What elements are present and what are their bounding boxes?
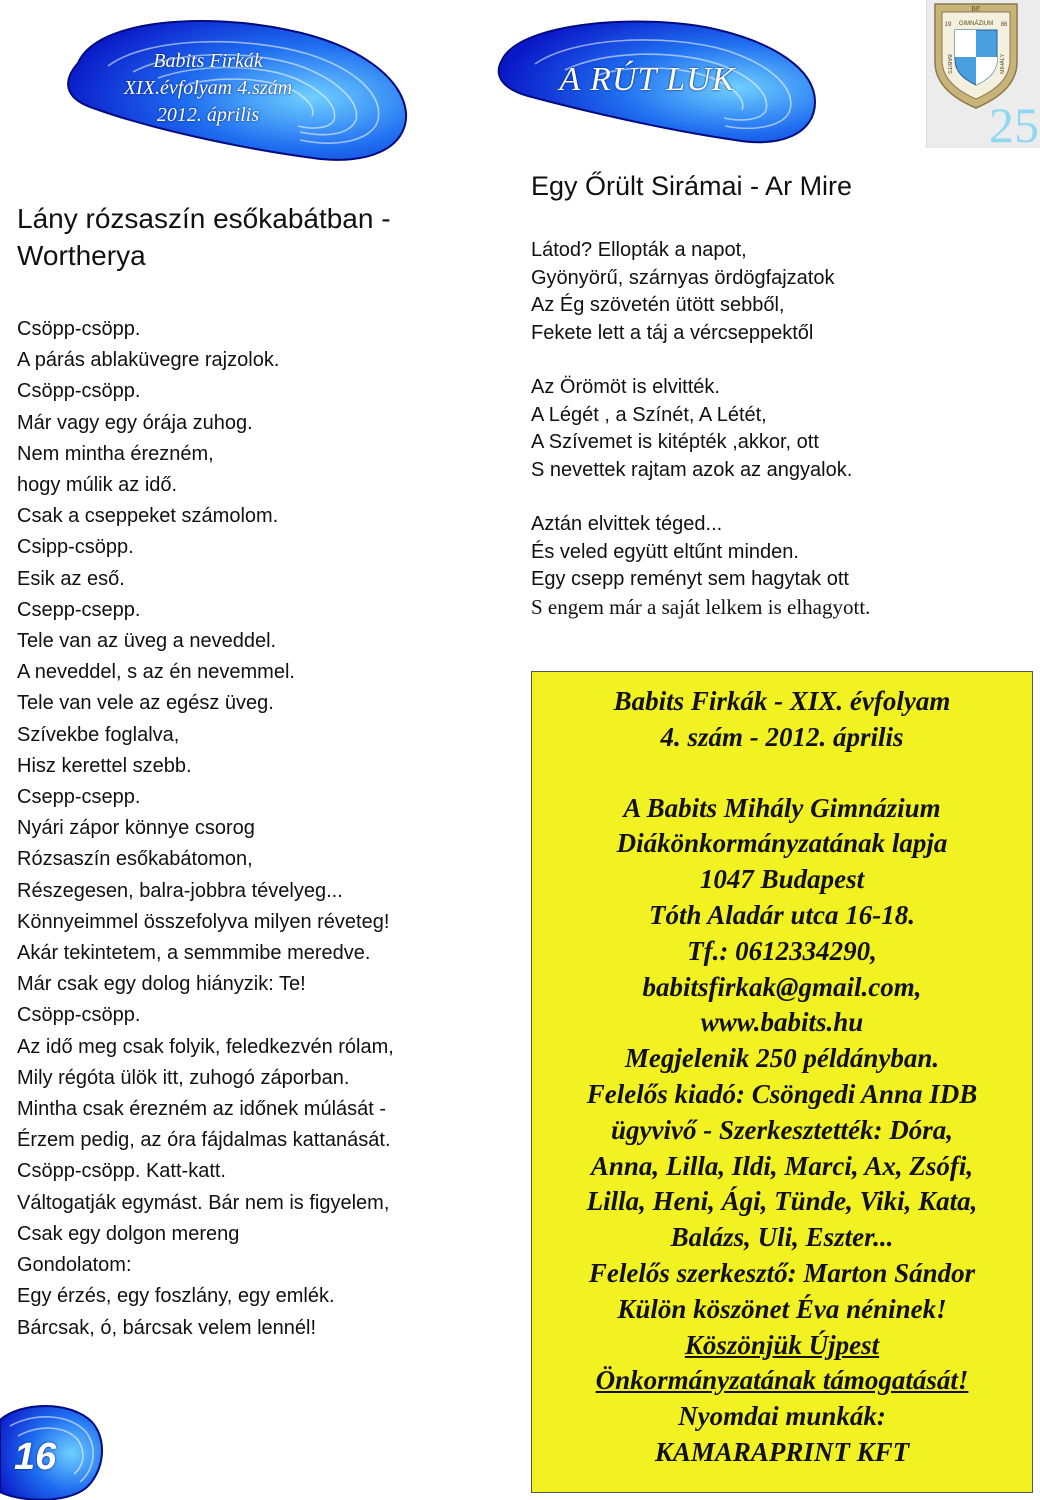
imprint-line: A Babits Mihály Gimnázium [623, 792, 941, 823]
right-poem-body [531, 237, 1031, 621]
left-poem-line: Már csak egy dolog hiányzik: Te! [17, 973, 306, 996]
imprint-line: www.babits.hu [700, 1007, 864, 1038]
imprint-line: ügyvivő - Szerkesztették: Dóra, [611, 1114, 953, 1145]
imprint-printer-line: Nyomdai munkák: [678, 1401, 886, 1432]
left-poem-line: Tele van az üveg a neveddel. [17, 630, 277, 653]
logo-text-year-left: 19 [944, 22, 952, 28]
imprint-line: Külön köszönet Éva néninek! [617, 1293, 947, 1324]
logo-text-left: BABITS [946, 54, 952, 74]
left-poem-line: Hisz kerettel szebb. [17, 754, 192, 777]
imprint-line: 1047 Budapest [699, 864, 865, 895]
left-poem-line: Bárcsak, ó, bárcsak velem lennél! [17, 1316, 317, 1339]
imprint-spacer [532, 756, 1032, 791]
logo-text-bp: BP. [971, 5, 981, 13]
right-poem-line: És veled együtt eltűnt minden. [531, 540, 799, 563]
right-poem-line: A Légét , a Színét, A Létét, [531, 403, 767, 426]
left-poem-line: Csipp-csöpp. [17, 536, 134, 559]
left-poem-line: Már vagy egy órája zuhog. [17, 411, 253, 434]
right-poem-line: Fekete lett a táj a vércseppektől [531, 321, 814, 344]
left-poem-line: Gondolatom: [17, 1254, 132, 1277]
left-poem-line: Csöpp-csöpp. [17, 318, 141, 340]
imprint-line: Felelős kiadó: Csöngedi Anna IDB [586, 1078, 978, 1109]
left-poem-line: Mintha csak érezném az időnek múlását - [17, 1098, 387, 1121]
imprint-line: Diákönkormányzatának lapja [616, 828, 948, 859]
logo-anniversary-number: 25 [989, 97, 1039, 153]
imprint-line: Felelős szerkesztő: Marton Sándor [588, 1257, 976, 1288]
left-poem-line: Szívekbe foglalva, [17, 723, 180, 746]
right-poem-line: S nevettek rajtam azok az angyalok. [531, 458, 853, 481]
left-poem-line: Könnyeimmel összefolyva milyen réveteg! [17, 910, 390, 933]
right-poem-line: Látod? Ellopták a napot, [531, 239, 747, 261]
logo-text-year-right: 86 [1000, 22, 1008, 28]
section-title-badge [490, 10, 825, 150]
imprint-body [532, 791, 1032, 1328]
right-poem-line: Az Örömöt is elvitték. [531, 376, 720, 398]
left-poem-line: Részegesen, balra-jobbra tévelyeg... [17, 879, 343, 902]
imprint-printer-line: KAMARAPRINT KFT [654, 1436, 910, 1467]
right-poem-line: Gyönyörű, szárnyas ördögfajzatok [531, 266, 835, 289]
left-poem-line: Váltogatják egymást. Bár nem is figyelem, [17, 1191, 390, 1214]
imprint-line: babitsfirkak@gmail.com, [642, 971, 922, 1002]
left-poem-line: Tele van vele az egész üveg. [17, 692, 274, 715]
right-poem-stanza [531, 237, 1031, 347]
imprint-heading [532, 684, 1032, 756]
left-poem-line: Nyári zápor könnye csorog [17, 817, 255, 840]
page-number-badge [0, 1400, 108, 1500]
left-poem-title-line-2: Wortherya [17, 240, 146, 271]
imprint-line: Balázs, Uli, Eszter... [670, 1222, 894, 1253]
left-poem-line: Az idő meg csak folyik, feledkezvén rólam, [17, 1035, 394, 1058]
issue-badge-line-2: XIX.évfolyam 4.szám [123, 76, 293, 99]
left-poem-line: Csöpp-csöpp. Katt-katt. [17, 1160, 226, 1183]
left-poem-line: Egy érzés, egy foszlány, egy emlék. [17, 1285, 335, 1308]
left-poem-line: Csöpp-csöpp. [17, 1004, 141, 1027]
imprint-line: Anna, Lilla, Ildi, Marci, Ax, Zsófi, [590, 1150, 974, 1181]
imprint-heading-line: 4. szám - 2012. április [660, 721, 904, 752]
logo-text-right: MIHÁLY [1000, 53, 1006, 75]
right-poem [531, 168, 1031, 648]
issue-badge-line-3: 2012. április [156, 103, 260, 126]
left-poem-line: Esik az eső. [17, 567, 125, 590]
right-poem-line: S engem már a saját lelkem is elhagyott. [531, 594, 871, 619]
left-poem-line: Csak a cseppeket számolom. [17, 505, 279, 528]
imprint-box [531, 671, 1033, 1493]
school-logo [926, 0, 1040, 153]
logo-text-gym: GIMNÁZIUM [958, 21, 994, 27]
left-poem-line: A neveddel, s az én nevemmel. [17, 661, 295, 684]
left-poem-line: Csak egy dolgon mereng [17, 1222, 240, 1245]
imprint-line: Tf.: 0612334290, [687, 935, 877, 966]
imprint-line: Lilla, Heni, Ági, Tünde, Viki, Kata, [586, 1186, 978, 1217]
right-poem-stanza [531, 374, 1031, 484]
left-poem-line: Rózsaszín esőkabátomon, [17, 848, 253, 871]
right-poem-line: Aztán elvittek téged... [531, 513, 723, 535]
left-poem-line: Nem mintha érezném, [17, 442, 214, 465]
section-title: A RÚT LUK [559, 61, 736, 98]
left-poem-title-line-1: Lány rózsaszín esőkabátban - [17, 203, 391, 234]
imprint-line: Megjelenik 250 példányban. [624, 1043, 940, 1074]
right-poem-title: Egy Őrült Sirámai - Ar Mire [531, 171, 853, 201]
left-poem-line: Csepp-csepp. [17, 786, 141, 809]
left-poem [17, 200, 517, 1344]
imprint-line: Tóth Aladár utca 16-18. [648, 899, 916, 930]
right-poem-stanza [531, 511, 1031, 621]
page-number: 16 [14, 1435, 57, 1478]
left-poem-line: Csöpp-csöpp. [17, 380, 141, 403]
left-poem-line: hogy múlik az idő. [17, 474, 178, 497]
left-poem-line: Csepp-csepp. [17, 598, 141, 621]
imprint-thanks [532, 1328, 1032, 1400]
left-poem-line: Érzem pedig, az óra fájdalmas kattanását. [17, 1129, 391, 1152]
left-poem-line: A párás ablaküvegre rajzolok. [17, 349, 280, 372]
left-poem-line: Akár tekintetem, a semmmibe meredve. [17, 942, 371, 965]
imprint-thanks-line: Köszönjük Újpest [684, 1329, 880, 1360]
imprint-thanks-line: Önkormányzatának támogatását! [595, 1365, 969, 1396]
right-poem-line: Egy csepp reményt sem hagytak ott [531, 568, 849, 590]
header-issue-badge [38, 8, 418, 168]
left-poem-title [17, 200, 517, 274]
imprint-printer [532, 1399, 1032, 1471]
left-poem-line: Mily régóta ülök itt, zuhogó záporban. [17, 1066, 350, 1089]
right-poem-line: Az Ég szövetén ütött sebből, [531, 294, 785, 316]
imprint-heading-line: Babits Firkák - XIX. évfolyam [613, 686, 951, 716]
left-poem-body [17, 314, 517, 1344]
right-poem-line: A Szívemet is kitépték ,akkor, ott [531, 431, 819, 453]
issue-badge-line-1: Babits Firkák [153, 49, 263, 72]
